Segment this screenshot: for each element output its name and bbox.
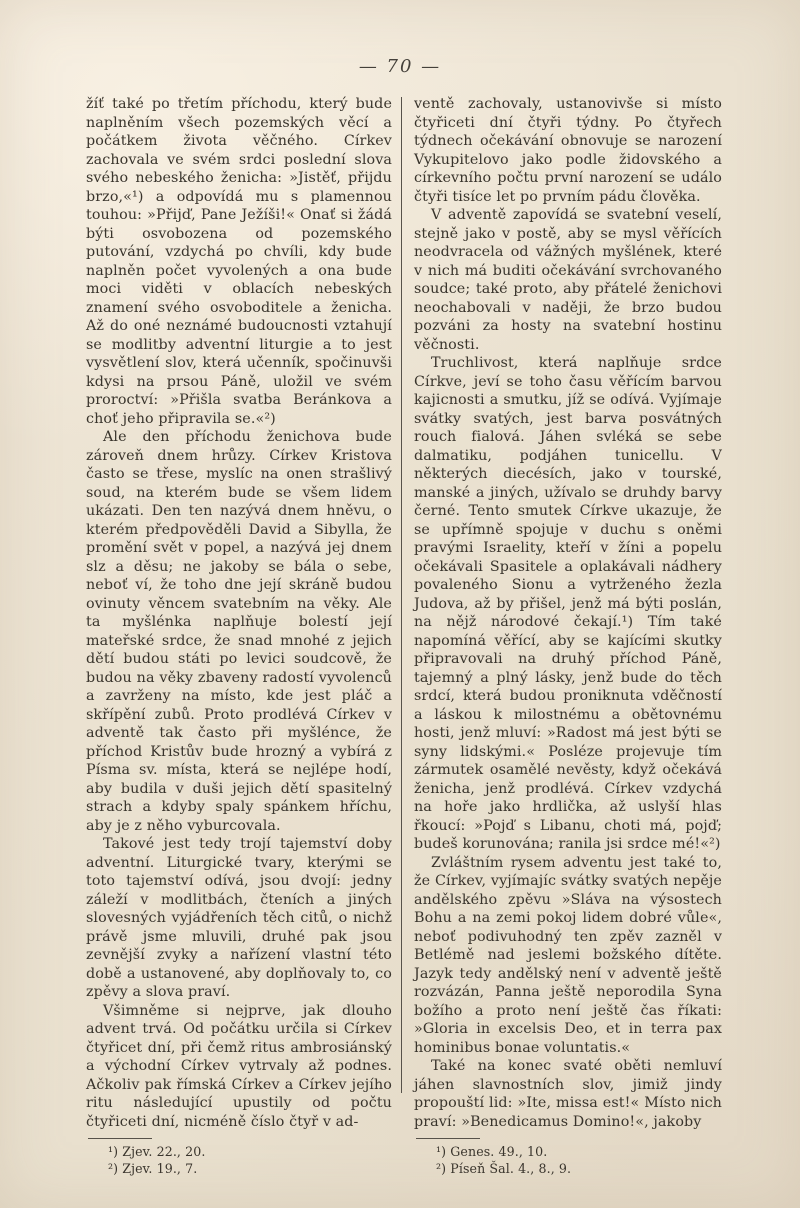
page-number: — 70 —: [358, 56, 442, 77]
footnote: ²) Píseň Šal. 4., 8., 9.: [436, 1160, 572, 1176]
paragraph: V adventě zapovídá se svatební veselí, stejně jako v postě, aby se mysl věřících neodvracela od vážných myšlének, které v nich má buditi očekávání svrchovaného soudce; také proto, aby přátelé ženichovi neochabovali v naději, že brzo budou pozváni za hosty na svatební hostinu věčnosti.: [414, 207, 722, 353]
right-column-text: [414, 95, 722, 1131]
paragraph: Truchlivost, která naplňuje srdce Církve, jeví se toho času věřícím barvou kajicnosti a smutku, jíž se odívá. Vyjímaje svátky svatých, jest barva posvátných rouch fialová. Jáhen svléká se sebe dalmatiku, podjáhen tunicellu. V některých diecésích, jako v tourské, manské a jiných, užívalo se druhdy barvy černé. Tento smutek Církve ukazuje, že se upřímně spojuje v duchu s oněmi pravými Israelity, kteří v žíni a popelu očekávali Spasitele a oplakávali nádhery povaleného Sionu a vytrženého žezla Judova, až by přišel, jenž má býti poslán, na nějž národové čekají.¹) Tím také napomíná věřící, aby se kajícími skutky připravovali na druhý příchod Páně, tajemný a plný lásky, jenž bude do těch srdcí, která budou proniknuta vděčností a láskou k milostnému a obětovnému hosti, jenž mluví: »Radost má jest býti se syny lidskými.« Posléze projevuje tím zármutek osamělé nevěsty, když očekává ženicha, jenž prodlévá. Církev vzdychá na hoře jako hrdlička, až uslyší hlas řkoucí: »Pojď s Libanu, choti má, pojď; budeš korunována; ranila jsi srdce mé!«²): [414, 355, 722, 852]
right-footnote-rule: [416, 1138, 480, 1139]
paragraph: Ale den příchodu ženichova bude zároveň dnem hrůzy. Církev Kristova často se třese, myslíc na onen strašlivý soud, na kterém bude se všem lidem ukázati. Den ten nazývá dnem hněvu, o kterém předpověděli David a Sibylla, že promění svět v popel, a nazývá jej dnem slz a děsu; ne jakoby se bála o sebe, neboť ví, že toho dne její skráně budou ovinuty věncem svatebním na věky. Ale ta myšlénka naplňuje bolestí její mateřské srdce, že snad mnohé z jejich dětí budou státi po levici soudcově, že budou na věky zbaveny radostí vyvolenců a zavrženy na místo, kde jest pláč a skřípění zubů. Proto prodlévá Církev v adventě tak často při myšlénce, že příchod Kristův bude hrozný a vybírá z Písma sv. místa, která se nejlépe hodí, aby budila v duši jejich dětí spasitelný strach a kdyby spaly spánkem hříchu, aby je z něho vyburcovala.: [86, 429, 392, 834]
right-footnotes: [414, 1144, 722, 1177]
paragraph: žíť také po třetím příchodu, který bude naplněním všech pozemských věcí a počátkem života věčného. Církev zachovala ve svém srdci poslední slova svého nebeského ženicha: »Jistěť, přijdu brzo,«¹) a odpovídá mu s plamennou touhou: »Přijď, Pane Ježíši!« Onať si žádá býti osvobozena od pozemského putování, vzdychá po chvíli, kdy bude naplněn počet vyvolených a ona bude moci viděti v oblacích nebeských znamení svého osvoboditele a ženicha. Až do oné neznámé budoucnosti vztahují se modlitby adventní liturgie a to jest vysvětlení slov, která učenník, spočinuvši kdysi na prsou Páně, uložil ve svém proroctví: »Přišla svatba Beránkova a choť jeho připravila se.«²): [86, 96, 392, 427]
paragraph: Takové jest tedy trojí tajemství doby adventní. Liturgické tvary, kterými se toto tajemství odívá, jsou dvojí: jedny záleží v modlitbách, čteních a jiných slovesných vyjádřeních těch citů, o nichž právě jsme mluvili, druhé pak jsou zevnější zvyky a nařízení vlastní této době a ustanovené, aby doplňovaly to, co zpěvy a slova praví.: [86, 836, 392, 1000]
footnote: ¹) Zjev. 22., 20.: [108, 1144, 206, 1159]
paragraph: Všimněme si nejprve, jak dlouho advent trvá. Od počátku určila si Církev čtyřicet dní, při čemž ritus ambrosiánský a východní Církev vytrvaly až podnes. Ačkoliv pak římská Církev a Církev jejího ritu následující upustily od počtu čtyřiceti dní, nicméně číslo čtyř v ad-: [86, 1002, 392, 1130]
paragraph: ventě zachovaly, ustanovivše si místo čtyřiceti dní čtyři týdny. Po čtyřech týdnech očekávání obnovuje se narození Vykupitelovo jako podle židovského a církevního počtu první narození se událo čtyři tisíce let po prvním pádu člověka.: [414, 96, 722, 205]
right-column: [414, 95, 722, 1177]
column-divider-rule: [401, 97, 402, 1093]
left-column-text: [86, 95, 392, 1131]
footnote: ¹) Genes. 49., 10.: [436, 1144, 548, 1159]
left-footnote-rule: [88, 1138, 152, 1139]
left-column: [86, 95, 392, 1177]
paragraph: Také na konec svaté oběti nemluví jáhen slavnostních slov, jimiž jindy propouští lid: »Ite, missa est!« Místo nich praví: »Benedicamus Domino!«, jakoby: [414, 1058, 722, 1130]
footnote: ²) Zjev. 19., 7.: [108, 1160, 198, 1176]
left-footnotes: [86, 1144, 392, 1177]
paragraph: Zvláštním rysem adventu jest také to, že Církev, vyjímajíc svátky svatých nepěje andělského zpěvu »Sláva na výsostech Bohu a na zemi pokoj lidem dobré vůle«, neboť podivuhodný ten zpěv zazněl v Betlémě nad jeslemi božského dítěte. Jazyk tedy andělský není v adventě ještě rozvázán, Panna ještě neporodila Syna božího a proto není ještě čas říkati: »Gloria in excelsis Deo, et in terra pax hominibus bonae voluntatis.«: [414, 854, 722, 1056]
